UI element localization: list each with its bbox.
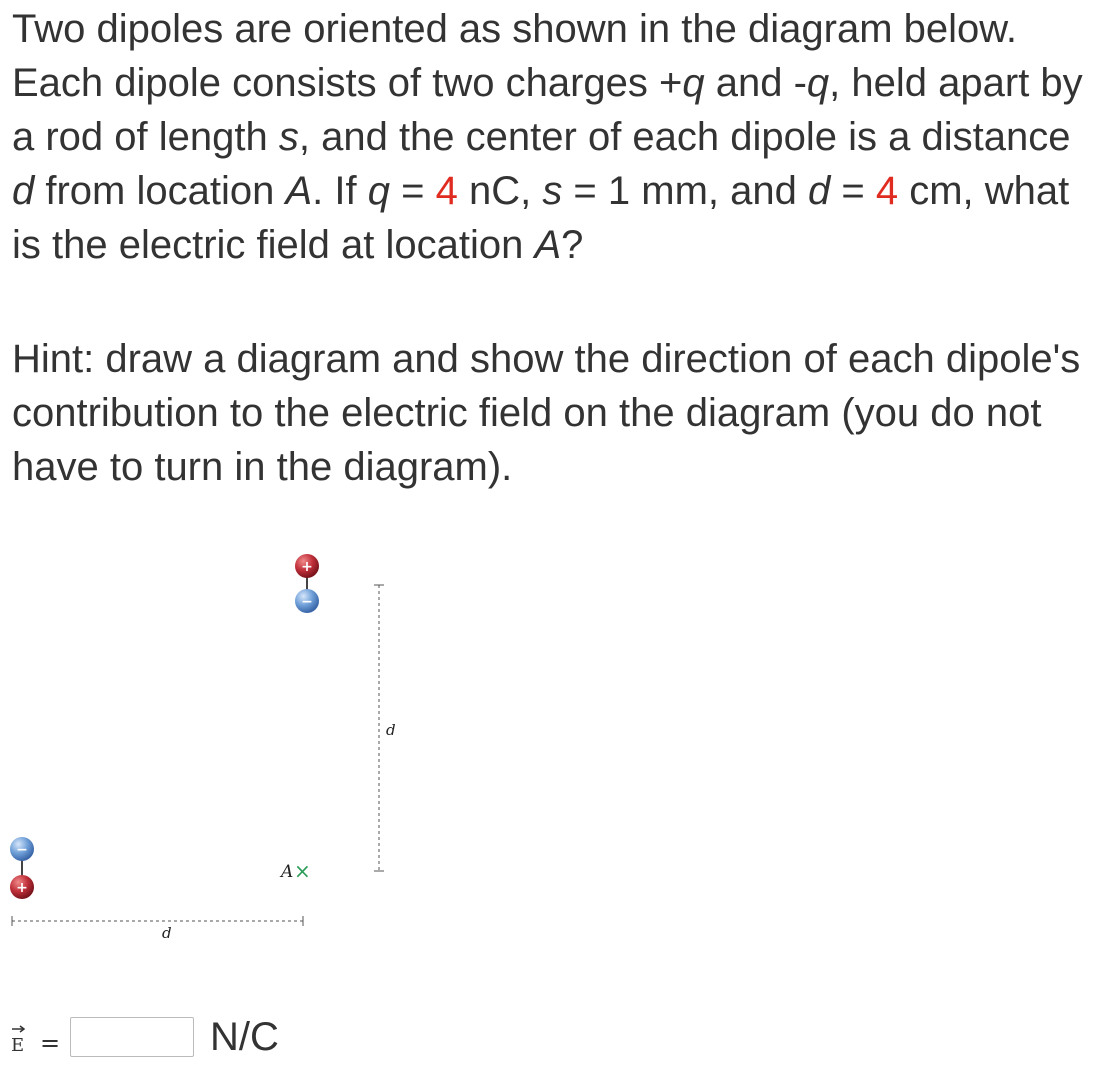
minus-sign: − [301, 594, 313, 610]
plus-sign: + [16, 880, 28, 896]
var-s: s [542, 169, 563, 213]
question-text: Two dipoles are oriented as shown in the diagram below. Each dipole consists of two charges +q and -q, held apart by a rod of length s, and the center of each dipole is a distance d from location A. If q = 4 nC, s = 1 mm, and d = 4 cm, what is the electric field at location A? [12, 7, 1083, 267]
location-a [279, 859, 311, 883]
var-a: A [285, 169, 313, 213]
answer-input[interactable] [70, 1017, 194, 1057]
var-a: A [534, 223, 562, 267]
var-d: d [807, 169, 831, 213]
q-value: 4 [435, 169, 458, 213]
distance-label-d: d [162, 924, 172, 940]
distance-label-d: d [386, 721, 396, 739]
hint-text: Hint: draw a diagram and show the direction of each dipole's contribution to the electric field on the diagram (you do not have to turn in the diagram). [12, 337, 1081, 489]
answer-row [8, 1012, 408, 1062]
var-q: q [682, 61, 705, 105]
left-dipole [10, 837, 34, 899]
plus-sign: + [301, 559, 313, 575]
vertical-distance-marker [374, 585, 397, 871]
var-d: d [12, 169, 35, 213]
field-symbol: E [11, 1035, 25, 1056]
dipole-diagram [0, 540, 420, 940]
horizontal-distance-marker [12, 916, 303, 940]
unit-label: N/C [210, 1015, 279, 1059]
var-q: q [806, 61, 830, 105]
var-s: s [278, 115, 299, 159]
d-value: 4 [875, 169, 899, 213]
var-q: q [367, 169, 390, 213]
location-a-marker: × [294, 859, 311, 883]
location-a-label: A [281, 862, 294, 882]
minus-sign: − [16, 842, 28, 858]
equals-sign: = [40, 1029, 61, 1057]
top-dipole [295, 554, 319, 613]
electric-field-label [8, 1020, 68, 1060]
